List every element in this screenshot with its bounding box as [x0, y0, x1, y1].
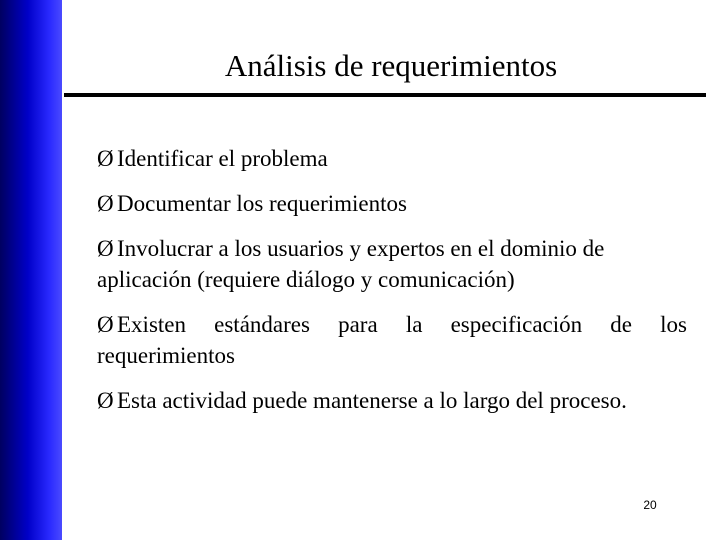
bullet-text: Involucrar a los usuarios y expertos en el dominio de aplicación (requiere diálogo y comunicación) [97, 236, 605, 292]
page-number: 20 [643, 498, 657, 512]
bullet-item [97, 233, 687, 295]
bullet-list [97, 143, 687, 430]
side-accent-bar [0, 0, 62, 540]
slide-title: Análisis de requerimientos [224, 48, 558, 83]
arrow-right-icon: Ø [97, 146, 114, 171]
bullet-text: Identificar el problema [117, 146, 328, 171]
bullet-item [97, 309, 687, 371]
bullet-item [97, 385, 687, 416]
bullet-text: Existen estándares para la especificación de los requerimientos [97, 312, 687, 368]
arrow-right-icon: Ø [97, 191, 114, 216]
bullet-item [97, 188, 687, 219]
bullet-text: Esta actividad puede mantenerse a lo largo del proceso. [117, 388, 627, 413]
title-underline [64, 93, 706, 97]
arrow-right-icon: Ø [97, 312, 114, 337]
arrow-right-icon: Ø [97, 236, 114, 261]
bullet-item [97, 143, 687, 174]
arrow-right-icon: Ø [97, 388, 114, 413]
bullet-text: Documentar los requerimientos [117, 191, 407, 216]
